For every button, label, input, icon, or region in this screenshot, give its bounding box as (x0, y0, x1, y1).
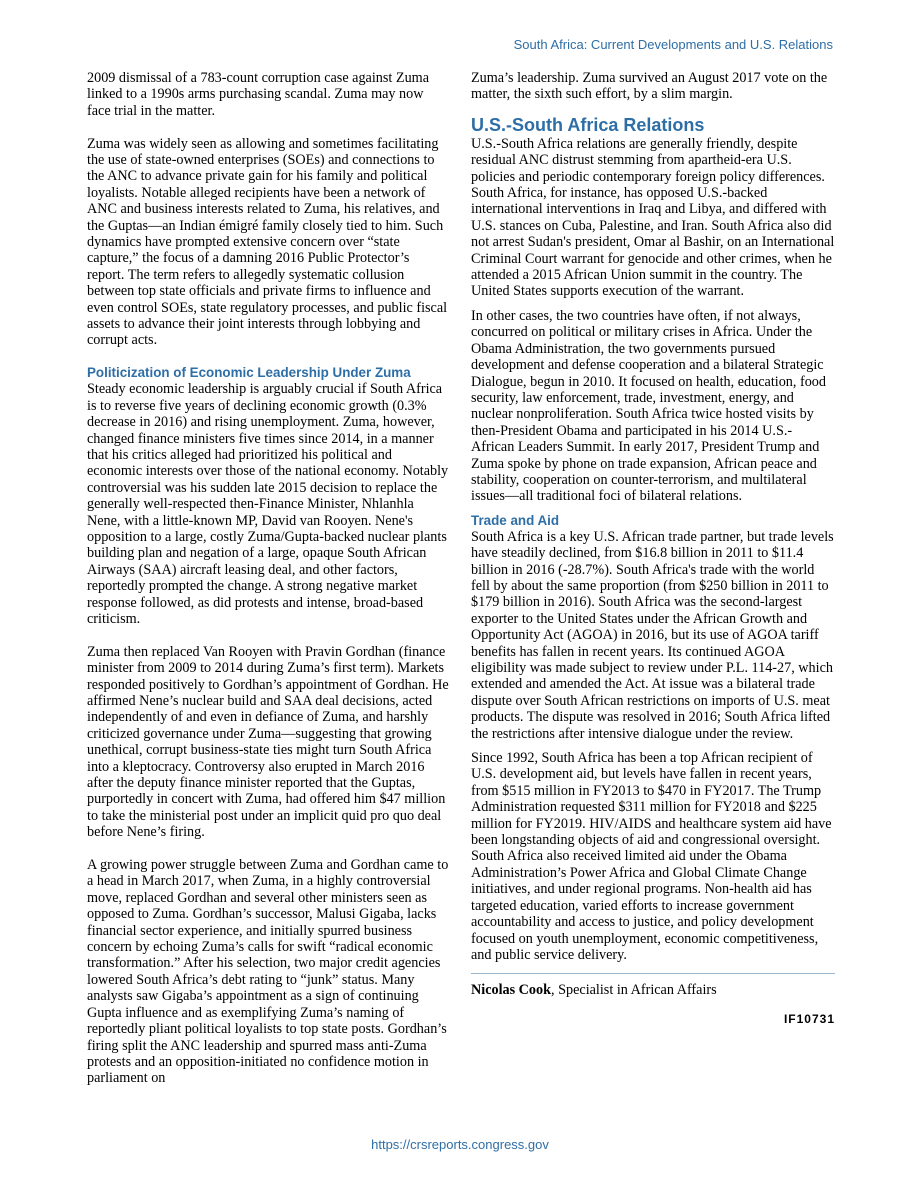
author-line (471, 982, 835, 998)
section-heading-trade: Trade and Aid (471, 512, 560, 528)
footer-url[interactable]: https://crsreports.congress.gov (371, 1137, 549, 1152)
paragraph: U.S.-South Africa relations are generally friendly, despite residual ANC distrust stemming from apartheid-era U.S. policies and periodic contemporary foreign policy differences. South Africa, for instance, has opposed U.S.-backed international interventions in Iraq and Libya, and differed with U.S. stances on Cuba, Palestine, and Iran. South Africa also did not arrest Sudan's president, Omar al Bashir, on an International Criminal Court warrant for genocide and other crimes, when he attended a 2015 African Union summit in the country. The United States supports execution of the warrant. (471, 135, 835, 300)
author-name: Nicolas Cook (471, 982, 552, 999)
author-title: , Specialist in African Affairs (551, 982, 717, 999)
right-column (471, 70, 835, 1027)
report-code: IF10731 (783, 1011, 835, 1026)
paragraph: Since 1992, South Africa has been a top African recipient of U.S. development aid, but levels have fallen in recent years, from $515 million in FY2013 to $470 in FY2017. The Trump Administration requested $311 million for FY2018 and $225 million for FY2019. HIV/AIDS and healthcare system aid have been longstanding objects of aid and congressional oversight. South Africa also received limited aid under the Obama Administration’s Power Africa and Global Climate Change initiatives, and under regional programs. Non-health aid has targeted education, varied efforts to increase government accountability and access to justice, and policy development focused on youth unemployment, economic competitiveness, and public service delivery. (471, 750, 832, 963)
paragraph: In other cases, the two countries have often, if not always, concurred on political or military crises in Africa. Under the Obama Administration, the two governments pursued development and defense cooperation and a bilateral Strategic Dialogue, begun in 2010. It focused on health, education, food security, law enforcement, trade, investment, energy, and nuclear nonproliferation. South Africa twice hosted visits by then-President Obama and participated in his 2014 U.S.-African Leaders Summit. In early 2017, President Trump and Zuma spoke by phone on trade expansion, African peace and stability, cooperation on counter-terrorism, and multilateral issues—all traditional foci of bilateral relations. (471, 307, 826, 505)
paragraph: Zuma then replaced Van Rooyen with Pravin Gordhan (finance minister from 2009 to 2014 during Zuma’s first term). Markets responded positively to Gordhan’s appointment of Gordhan. He affirmed Nene’s nuclear build and SAA deal decisions, acted independently of and even in defiance of Zuma, and harshly criticized governance under Zuma—suggesting that growing unethical, corrupt business-state ties might turn South Africa into a kleptocracy. Controversy also erupted in March 2016 after the deputy finance minister reported that the Guptas, purportedly in concert with Zuma, had offered him $47 million to take the ministerial post under an implicit quid pro quo deal before Nene’s firing. (87, 643, 449, 841)
paragraph: A growing power struggle between Zuma and Gordhan came to a head in March 2017, when Zuma, in a highly controversial move, replaced Gordhan and several other ministers seen as opposed to Zuma. Gordhan’s successor, Malusi Gigaba, lacks financial sector experience, and initially spurred business concern by echoing Zuma’s calls for swift “radical economic transformation.” After his selection, two major credit agencies lowered South Africa’s debt rating to “junk” status. Many analysts saw Gigaba’s appointment as a sign of continuing Gupta influence and as exemplifying Zuma’s naming of reportedly pliant political loyalists to top state posts. Gordhan’s firing split the ANC leadership and spurred mass anti-Zuma protests and an opposition-initiated no confidence motion in parliament on (87, 857, 449, 1087)
paragraph: 2009 dismissal of a 783-count corruption case against Zuma linked to a 1990s arms purchasing scandal. Zuma may now face trial in the matter. (87, 70, 429, 119)
paragraph: South Africa is a key U.S. African trade partner, but trade levels have steadily declined, from $16.8 billion in 2011 to $11.4 billion in 2016 (-28.7%). South Africa's trade with the world fell by about the same proportion (from $250 billion in 2011 to $179 billion in 2016). South Africa was the second-largest exporter to the United States under the African Growth and Opportunity Act (AGOA) in 2016, but its use of AGOA tariff benefits has fallen in recent years. Its continued AGOA eligibility was made subject to review under P.L. 114-27, which extended and amended the Act. At issue was a bilateral trade dispute over South African restrictions on imports of U.S. meat products. The dispute was resolved in 2016; South Africa lifted the restrictions after intensive dialogue under the review. (471, 528, 834, 742)
paragraph: Steady economic leadership is arguably crucial if South Africa is to reverse five years of declining economic growth (0.3% decrease in 2016) and rising unemployment. Zuma, however, changed finance ministers five times since 2014, in a manner that his critics alleged had prioritized his political and economic interests over those of the national economy. Notably controversial was his sudden late 2015 decision to replace the generally well-respected then-Finance Minister, Nhlanhla Nene, with a little-known MP, David van Rooyen. Nene's opposition to a large, costly Zuma/Gupta-backed nuclear plants building plan and negation of a large, opaque South African Airways (SAA) aircraft leasing deal, and other factors, reportedly prompted the change. A strong negative market response followed, as did protests and intense, broad-based criticism. (87, 381, 449, 627)
divider (471, 973, 835, 974)
section-heading-relations: U.S.-South Africa Relations (471, 114, 705, 135)
paragraph: Zuma’s leadership. Zuma survived an August 2017 vote on the matter, the sixth such effort, by a slim margin. (471, 70, 828, 103)
section-heading-politicization: Politicization of Economic Leadership Under Zuma (87, 365, 411, 381)
running-header: South Africa: Current Developments and U.S. Relations (513, 37, 833, 52)
left-column (87, 70, 449, 1087)
paragraph: Zuma was widely seen as allowing and sometimes facilitating the use of state-owned enterprises (SOEs) and connections to the ANC to advance private gain for his family and political loyalists. Notable alleged recipients have been a network of ANC and business interests related to Zuma, his relatives, and the Guptas—an Indian émigré family closely tied to him. Such dynamics have prompted extensive concern over “state capture,” the focus of a damning 2016 Public Protector’s report. The term refers to allegedly systematic collusion between top state officials and private firms to influence and even control SOEs, state regulatory processes, and public fiscal assets to advance their joint interests through lobbying and corrupt acts. (87, 135, 448, 349)
